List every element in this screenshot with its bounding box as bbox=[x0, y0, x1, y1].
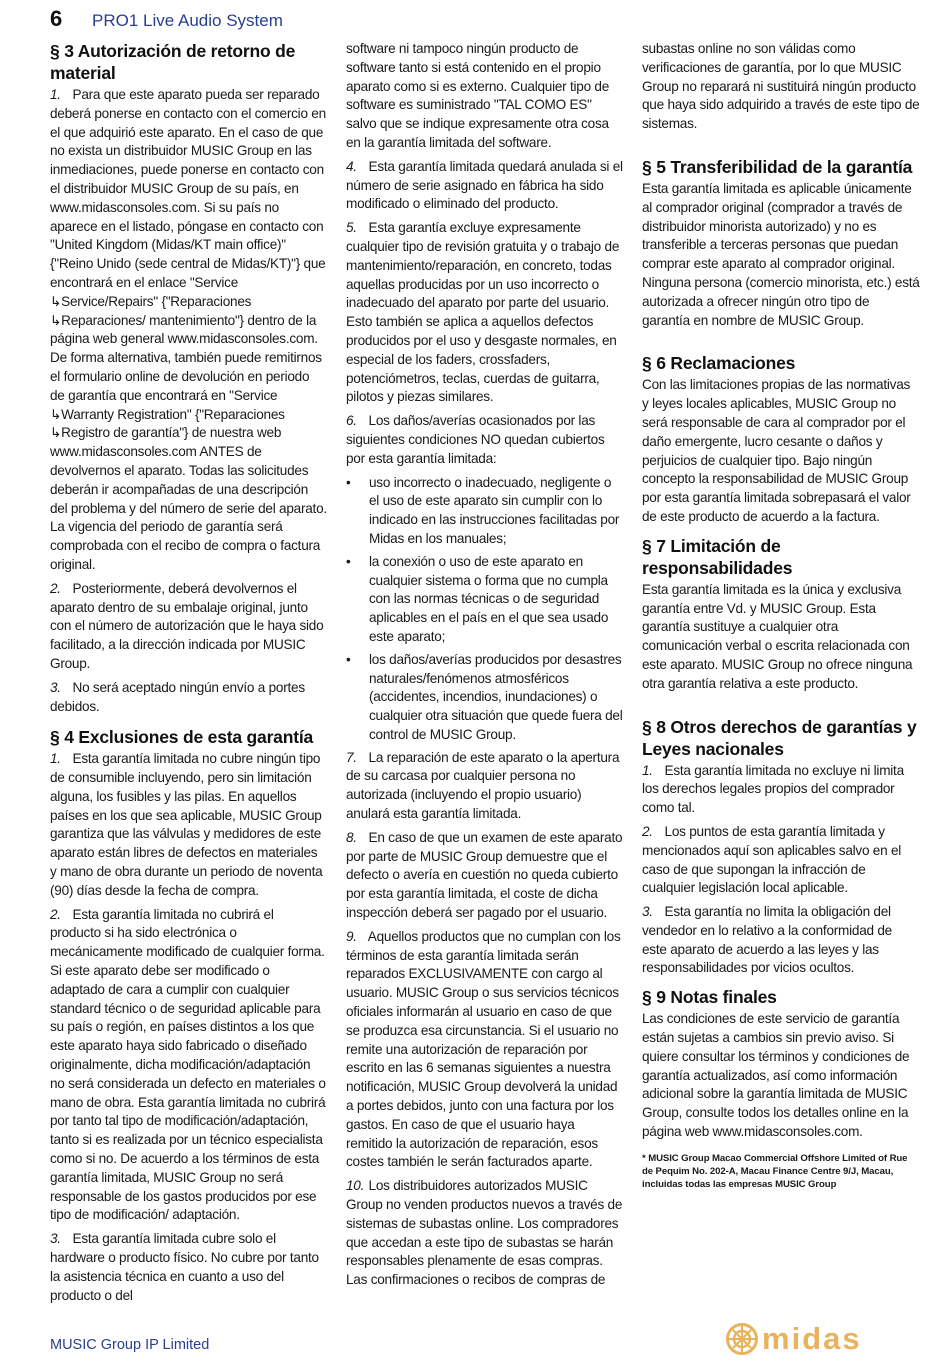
paragraph-text: Esta garantía limitada no excluye ni limita los derechos legales propios del comprador como tal. bbox=[642, 762, 904, 816]
section-6-heading: § 6 Reclamaciones bbox=[642, 353, 796, 374]
paragraph-text: Aquellos productos que no cumplan con los términos de esta garantía limitada serán reparados EXCLUSIVAMENTE con cargo al usuario. MUSIC Group o sus servicios técnicos oficiales informarán al usuario en caso de que se produzca esa circunstancia. Si el usuario no remite una autorización de reparación por escrito en las 6 semanas siguientes a nuestra notificación, MUSIC Group devolverá la unidad a portes debidos, junto con una factura por los gastos. En caso de que el usuario haya remitido la autorización de reparación, esos costes también le serán facturados aparte. bbox=[346, 928, 621, 1170]
list-item bbox=[346, 474, 623, 549]
item-number: 5. bbox=[346, 220, 357, 236]
column-3 bbox=[642, 40, 920, 1191]
paragraph bbox=[346, 829, 623, 923]
list-item-text: la conexión o uso de este aparato en cualquier sistema o forma que no cumpla con las normas técnicas o de seguridad aplicables en el país en el que sea usado este aparato; bbox=[369, 553, 609, 644]
paragraph bbox=[642, 762, 920, 818]
column-1 bbox=[50, 40, 327, 1310]
paragraph: subastas online no son válidas como verificaciones de garantía, por lo que MUSIC Group no reparará ni sustituirá ningún producto que haya sido adquirido a través de este tipo de sistemas. bbox=[642, 41, 920, 132]
paragraph-text: Los puntos de esta garantía limitada y mencionados aquí son aplicables salvo en el caso de que supongan la infracción de cualquier legislación local aplicable. bbox=[642, 823, 902, 896]
paragraph bbox=[50, 750, 327, 900]
paragraph bbox=[346, 928, 623, 1172]
paragraph: Esta garantía limitada es aplicable únicamente al comprador original (comprador a través de distribuidor minorista autorizado) y no es transferible a terceras personas que puedan comprar este aparato al comprador original. Ninguna persona (comercio minorista, etc.) está autorizada a ofrecer ningún otro tipo de garantía en nombre de MUSIC Group. bbox=[642, 180, 920, 328]
paragraph: Las condiciones de este servicio de garantía están sujetas a cambios sin previo aviso. Si quiere consultar los términos y condiciones de garantía actualizados, así como información adicional sobre la garantía limitada de MUSIC Group, consulte todos los detalles online en la página web www.midasconsoles.com. bbox=[642, 1011, 910, 1140]
paragraph-text: Posteriormente, deberá devolvernos el aparato dentro de su embalaje original, junto con el número de autorización que le haya sido facilitado, a la dirección indicada por MUSIC Group. bbox=[50, 580, 324, 671]
paragraph bbox=[50, 86, 327, 575]
paragraph bbox=[50, 906, 327, 1226]
item-number: 1. bbox=[642, 762, 653, 778]
footnote: * MUSIC Group Macao Commercial Offshore Limited of Rue de Pequim No. 202-A, Macau Finance Centre 9/J, Macau, incluidas todas las empresas MUSIC Group bbox=[642, 1152, 908, 1190]
paragraph-text: En caso de que un examen de este aparato por parte de MUSIC Group demuestre que el defecto o avería en cuestión no queda cubierto por esta garantía limitada, el coste de dicha inspección deberá ser pagado por el usuario. bbox=[346, 829, 623, 921]
section-4-heading: § 4 Exclusiones de esta garantía bbox=[50, 727, 314, 748]
paragraph: software ni tampoco ningún producto de software tanto si está contenido en el propio aparato como si es externo. Cualquier tipo de software es suministrado "TAL COMO ES" salvo que se indique expresamente otra cosa en la garantía limitada del software. bbox=[346, 41, 610, 150]
paragraph-text: Para que este aparato pueda ser reparado deberá ponerse en contacto con el comercio en el que adquirió este aparato. En el caso de que no exista un distribuidor MUSIC Group en las inmediaciones, puede ponerse en contacto con el distribuidor MUSIC Group de su país, en www.midasconsoles.com. Si su país no aparece en el listado, póngase en contacto con "United Kingdom (Midas/KT main office)" {"Reino Unido (sede central de Midas/KT)"} que encontrará en el enlace "Service ↳Service/Repairs" {"Reparaciones ↳Reparaciones/ mantenimiento"} dentro de la página web general www.midasconsoles.com. De forma alternativa, también puede remitirnos el formulario online de devolución en periodo de garantía que encontrará en "Service ↳Warranty Registration" {"Reparaciones ↳Registro de garantía"} de nuestra web www.midasconsoles.com ANTES de devolvernos el aparato. Todas las solicitudes deberán ir acompañadas de una descripción del problema y del número de serie del aparato. La vigencia del periodo de garantía será comprobada con el recibo de compra o factura original. bbox=[50, 87, 327, 572]
paragraph bbox=[346, 749, 623, 824]
paragraph-text: Los daños/averías ocasionados por las siguientes condiciones NO quedan cubiertos por esta garantía limitada: bbox=[346, 413, 605, 466]
section-7-heading: § 7 Limitación de responsabilidades bbox=[642, 535, 793, 578]
item-number: 3. bbox=[642, 904, 653, 920]
document-title: PRO1 Live Audio System bbox=[92, 11, 283, 30]
paragraph-text: La reparación de este aparato o la apertura de su carcasa por cualquier persona no autorizada (incluyendo el propio usuario) anulará esta garantía limitada. bbox=[346, 749, 620, 822]
paragraph-text: Esta garantía excluye expresamente cualquier tipo de revisión gratuita y o trabajo de mantenimiento/reparación, en concreto, todas aquellas producidas por un uso incorrecto o inadecuado del aparato por parte del usuario. Esto también se aplica a aquellos defectos producidos por el uso y desgaste normales, en especial de los faders, crossfaders, potenciómetros, teclas, cuerdas de guitarra, pilotos y piezas similares. bbox=[346, 220, 620, 405]
paragraph bbox=[50, 1230, 327, 1305]
paragraph-text: Esta garantía limitada no cubre ningún tipo de consumible incluyendo, pero sin limitación alguna, los fusibles y las pilas. En aquellos países en los que sea aplicable, MUSIC Group garantiza que las válvulas y medidores de este aparato están libres de defectos en materiales y mano de obra durante un periodo de noventa (90) días desde la fecha de compra. bbox=[50, 751, 323, 898]
item-number: 1. bbox=[50, 87, 61, 102]
paragraph: Esta garantía limitada es la única y exclusiva garantía entre Vd. y MUSIC Group. Esta garantía sustituye a cualquier otra comunicación verbal o escrita relacionada con este aparato. MUSIC Group no ofrece ninguna otra garantía relativa a este producto. bbox=[642, 581, 913, 691]
item-number: 4. bbox=[346, 158, 357, 174]
bullet-icon: • bbox=[346, 553, 351, 569]
midas-logo bbox=[726, 1322, 920, 1356]
paragraph-text: Esta garantía no limita la obligación del vendedor en lo relativo a la conformidad de este aparato de acuerdo a las leyes y las responsabilidades por vicios ocultos. bbox=[642, 904, 892, 976]
item-number: 6. bbox=[346, 413, 357, 429]
item-number: 9. bbox=[346, 928, 357, 944]
item-number: 2. bbox=[50, 906, 61, 922]
paragraph bbox=[50, 679, 327, 717]
paragraph bbox=[346, 219, 623, 407]
section-5-heading: § 5 Transferibilidad de la garantía bbox=[642, 156, 913, 177]
page-header bbox=[50, 6, 920, 34]
paragraph-text: Los distribuidores autorizados MUSIC Group no venden productos nuevos a través de sistemas de subastas online. Los compradores que accedan a este tipo de subastas se harán responsables plenamente de esas compras. Las confirmaciones o recibos de compras de bbox=[346, 1178, 623, 1288]
paragraph-text: Esta garantía limitada no cubrirá el producto si ha sido electrónica o mecánicamente modificado de cualquier forma. Si este aparato debe ser modificado o adaptado de cara a cumplir con cualquier standard técnico o de seguridad aplicable para su país o región, en países distintos a los que este aparato haya sido fabricado o diseñado originalmente, dicha modificación/adaptación no será considerada un defecto en materiales o mano de obra. Esta garantía limitada no cubrirá por tanto tal tipo de modificación/adaptación, tanto si es realizada por un técnico especialista como si no. De acuerdo a los términos de esta garantía limitada, MUSIC Group no será responsable de los gastos producidos por ese tipo de modificación/ adaptación. bbox=[50, 906, 326, 1223]
paragraph bbox=[346, 158, 623, 214]
section-8-heading: § 8 Otros derechos de garantías y Leyes nacionales bbox=[642, 716, 917, 759]
paragraph bbox=[50, 580, 327, 674]
section-9-heading: § 9 Notas finales bbox=[642, 987, 777, 1008]
item-number: 2. bbox=[642, 823, 653, 839]
paragraph bbox=[346, 1177, 623, 1290]
item-number: 8. bbox=[346, 829, 357, 845]
page-number: 6 bbox=[50, 6, 63, 31]
paragraph bbox=[346, 412, 623, 468]
list-item-text: uso incorrecto o inadecuado, negligente o el uso de este aparato sin cumplir con lo indicado en las instrucciones facilitadas por Midas en los manuales; bbox=[369, 474, 620, 546]
section-3-heading: § 3 Autorización de retorno de material bbox=[50, 41, 296, 83]
paragraph-text: No será aceptado ningún envío a portes debidos. bbox=[50, 679, 305, 714]
list-item bbox=[346, 651, 623, 745]
item-number: 1. bbox=[50, 751, 61, 767]
item-number: 10. bbox=[346, 1178, 365, 1194]
item-number: 2. bbox=[50, 580, 61, 596]
paragraph bbox=[642, 823, 920, 898]
item-number: 3. bbox=[50, 1231, 61, 1247]
bullet-icon: • bbox=[346, 651, 351, 667]
column-2 bbox=[346, 40, 623, 1295]
paragraph bbox=[642, 903, 920, 978]
bullet-icon: • bbox=[346, 474, 351, 490]
paragraph-text: Esta garantía limitada cubre solo el hardware o producto físico. No cubre por tanto la asistencia técnica en cuanto a uso del producto o del bbox=[50, 1231, 319, 1303]
list-item-text: los daños/averías producidos por desastres naturales/fenómenos atmosféricos (accidentes, incendios, inundaciones) o cualquier otra situación que quede fuera del control de MUSIC Group. bbox=[369, 651, 623, 742]
paragraph: Con las limitaciones propias de las normativas y leyes locales aplicables, MUSIC Group no será responsable de cara al comprador por el daño emergente, lucro cesante o daños y perjuicios de cualquier tipo. Bajo ningún concepto la responsabilidad de MUSIC Group por esta garantía limitada sobrepasará el valor de este producto de acuerdo a la factura. bbox=[642, 377, 911, 524]
item-number: 3. bbox=[50, 679, 61, 695]
logo-wordmark: midas bbox=[762, 1321, 862, 1356]
footer-company: MUSIC Group IP Limited bbox=[50, 1337, 210, 1353]
paragraph-text: Esta garantía limitada quedará anulada si el número de serie asignado en fábrica ha sido modificado o eliminado del producto. bbox=[346, 158, 623, 212]
logo-emblem-icon bbox=[726, 1323, 758, 1355]
item-number: 7. bbox=[346, 749, 357, 765]
list-item bbox=[346, 553, 623, 647]
